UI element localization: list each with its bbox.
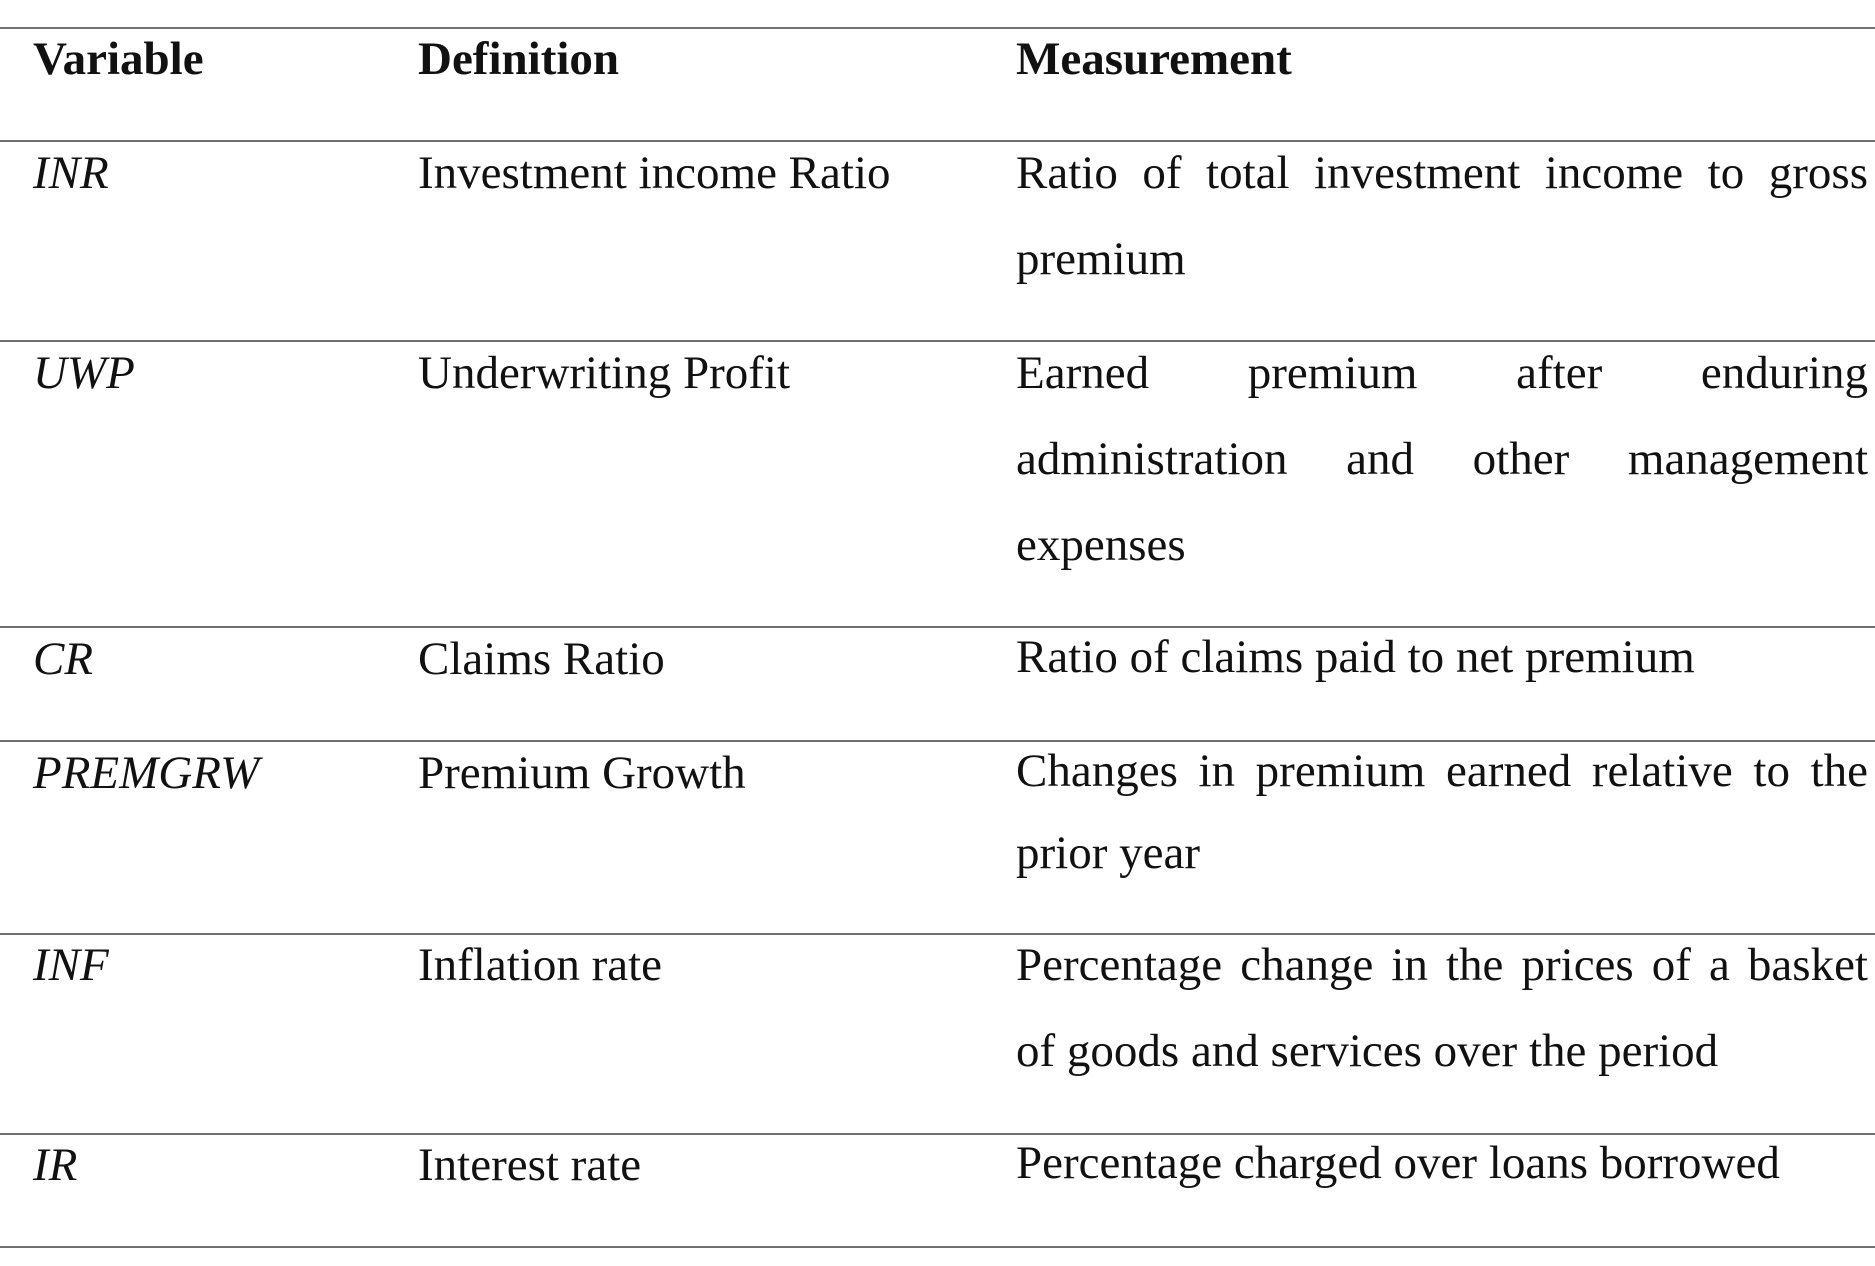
variable-cell: UWP	[33, 347, 135, 399]
definition-cell: Investment income Ratio	[418, 147, 891, 199]
measurement-line: of goods and services over the period	[1016, 1025, 1719, 1077]
header-measurement: Measurement	[1016, 33, 1292, 85]
header-variable: Variable	[33, 33, 204, 85]
variable-cell: CR	[33, 633, 94, 685]
table-bottom-rule	[0, 1246, 1875, 1248]
measurement-line: prior year	[1016, 827, 1200, 879]
header-definition: Definition	[418, 33, 620, 85]
measurement-line: Ratio of total investment income to gross	[1016, 147, 1868, 199]
variable-cell: PREMGRW	[33, 747, 260, 799]
variable-cell: IR	[33, 1139, 78, 1191]
measurement-line: Earned premium after enduring	[1016, 347, 1868, 399]
variable-cell: INF	[33, 939, 109, 991]
definition-cell: Underwriting Profit	[418, 347, 791, 399]
definition-cell: Inflation rate	[418, 939, 663, 991]
measurement-line: administration and other management	[1016, 433, 1868, 485]
definition-cell: Claims Ratio	[418, 633, 665, 685]
measurement-line: Ratio of claims paid to net premium	[1016, 631, 1695, 683]
definition-cell: Interest rate	[418, 1139, 642, 1191]
measurement-line: expenses	[1016, 519, 1186, 571]
definition-cell: Premium Growth	[418, 747, 746, 799]
variable-cell: INR	[33, 147, 109, 199]
measurement-line: premium	[1016, 233, 1186, 285]
measurement-line: Changes in premium earned relative to the	[1016, 745, 1868, 797]
measurement-line: Percentage charged over loans borrowed	[1016, 1137, 1780, 1189]
measurement-line: Percentage change in the prices of a basket	[1016, 939, 1868, 991]
